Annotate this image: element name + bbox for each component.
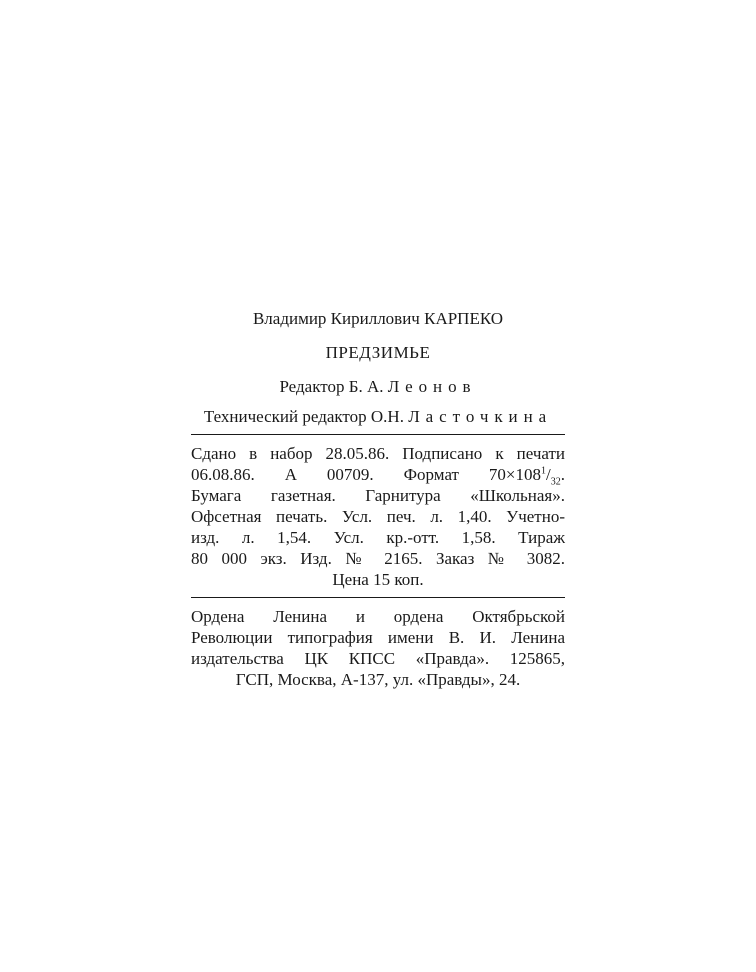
author-name: Владимир Кириллович КАРПЕКО — [252, 309, 504, 328]
tech-editor-line — [191, 406, 565, 427]
colophon — [191, 308, 565, 697]
tech-editor-label: Технический редактор — [203, 407, 367, 426]
editor-label: Редактор — [279, 377, 345, 396]
imprint-line-text: 06.08.86. А 00709. Формат 70×108 — [191, 465, 542, 484]
imprint-line: Сдано в набор 28.05.86. Подписано к печати — [191, 444, 565, 463]
printer-line: издательства ЦК КПСС «Правда». 125865, — [191, 649, 565, 668]
price-line: Цена 15 коп. — [332, 570, 424, 589]
imprint-block — [191, 435, 565, 597]
editor-line — [191, 376, 565, 397]
tech-editor-initials: О.Н. — [370, 407, 404, 426]
imprint-line: Бумага газетная. Гарнитура «Школьная». — [191, 486, 565, 505]
imprint-line: изд. л. 1,54. Усл. кр.-отт. 1,58. Тираж — [191, 528, 565, 547]
format-sup: 1 — [541, 465, 547, 477]
printer-line: ГСП, Москва, А-137, ул. «Правды», 24. — [235, 670, 521, 689]
editor-initials: Б. А. — [348, 377, 384, 396]
editor-surname: Леонов — [387, 377, 477, 396]
format-end: . — [560, 465, 565, 484]
imprint-format-line — [191, 464, 565, 488]
imprint-line: Офсетная печать. Усл. печ. л. 1,40. Учетно- — [191, 507, 565, 526]
imprint-line: 80 000 экз. Изд. № 2165. Заказ № 3082. — [191, 549, 565, 568]
book-title: ПРЕДЗИМЬЕ — [325, 343, 431, 362]
printer-line: Революции типография имени В. И. Ленина — [191, 628, 565, 647]
tech-editor-surname: Ласточкина — [408, 407, 553, 426]
printer-line: Ордена Ленина и ордена Октябрьской — [191, 607, 565, 626]
format-sub: 32 — [550, 476, 561, 488]
format-sep: / — [546, 465, 551, 484]
printer-block — [191, 598, 565, 697]
